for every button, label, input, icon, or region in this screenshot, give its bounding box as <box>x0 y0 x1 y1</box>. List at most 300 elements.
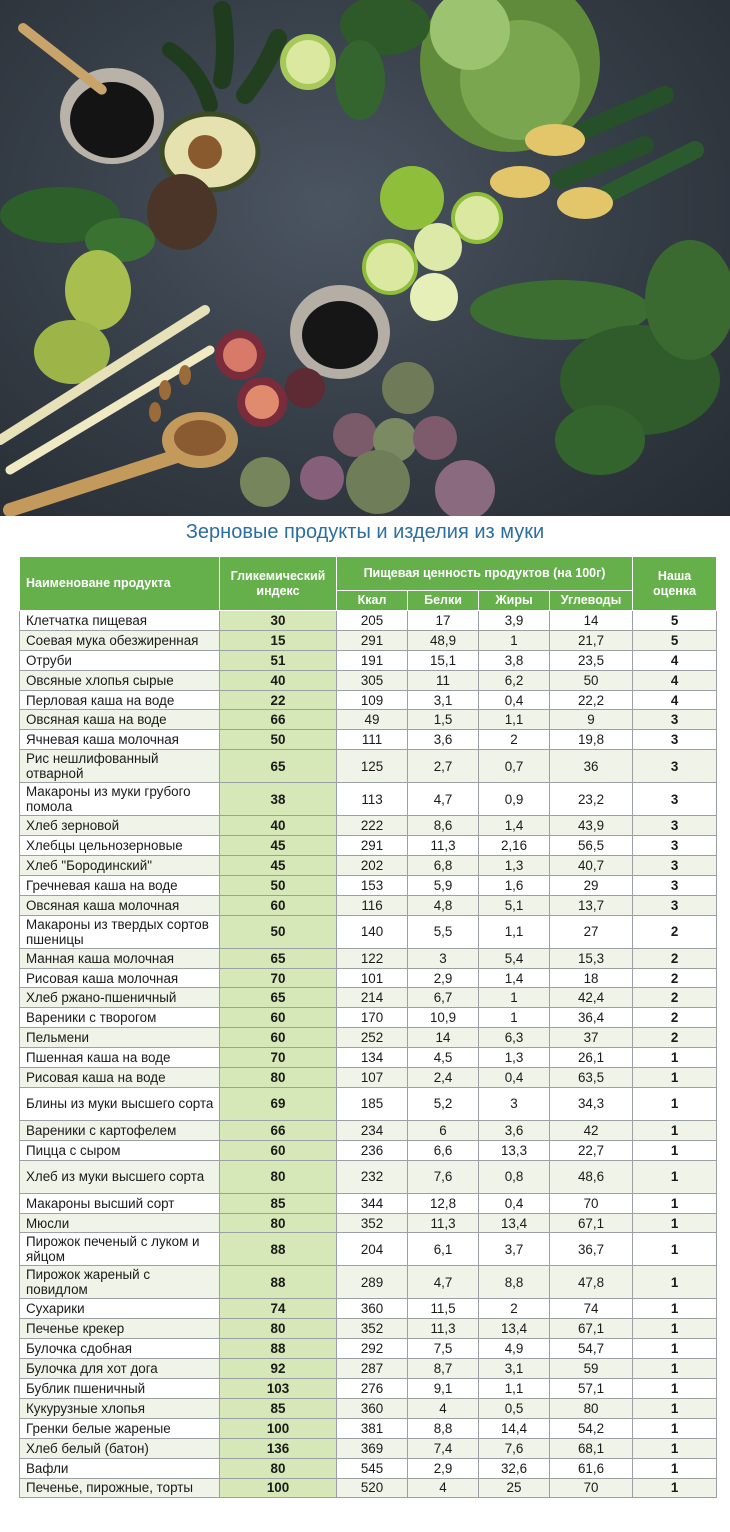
score-cell: 1 <box>633 1140 717 1160</box>
table-row <box>20 1319 717 1339</box>
carbs-cell: 68,1 <box>550 1438 633 1458</box>
protein-cell: 4,7 <box>408 783 479 816</box>
table-row <box>20 1140 717 1160</box>
protein-cell: 3 <box>408 948 479 968</box>
nutrition-table <box>19 556 717 1498</box>
score-cell: 1 <box>633 1478 717 1498</box>
table-row <box>20 1438 717 1458</box>
product-name-cell: Вареники с картофелем <box>20 1120 220 1140</box>
glycemic-index-cell: 66 <box>220 1120 337 1140</box>
carbs-cell: 54,2 <box>550 1418 633 1438</box>
glycemic-index-cell: 70 <box>220 1048 337 1068</box>
header-our-score: Наша оценка <box>633 557 717 611</box>
wooden-spoon <box>10 455 180 510</box>
header-protein: Белки <box>408 591 479 611</box>
avocado-whole <box>147 174 217 250</box>
carbs-cell: 43,9 <box>550 816 633 836</box>
score-cell: 2 <box>633 1028 717 1048</box>
glycemic-index-cell: 50 <box>220 875 337 895</box>
header-glycemic-index: Гликемический индекс <box>220 557 337 611</box>
glycemic-index-cell: 60 <box>220 1008 337 1028</box>
kcal-cell: 287 <box>337 1359 408 1379</box>
product-name-cell: Пирожок печеный с луком и яйцом <box>20 1233 220 1266</box>
score-cell: 3 <box>633 856 717 876</box>
glycemic-index-cell: 65 <box>220 988 337 1008</box>
glycemic-index-cell: 80 <box>220 1319 337 1339</box>
carbs-cell: 29 <box>550 875 633 895</box>
score-cell: 1 <box>633 1438 717 1458</box>
score-cell: 1 <box>633 1193 717 1213</box>
score-cell: 1 <box>633 1087 717 1120</box>
fat-cell: 1 <box>479 988 550 1008</box>
carbs-cell: 36 <box>550 750 633 783</box>
kcal-cell: 170 <box>337 1008 408 1028</box>
fat-cell: 1,6 <box>479 875 550 895</box>
carbs-cell: 27 <box>550 915 633 948</box>
glycemic-index-cell: 85 <box>220 1193 337 1213</box>
glycemic-index-cell: 45 <box>220 856 337 876</box>
carbs-cell: 34,3 <box>550 1087 633 1120</box>
carbs-cell: 37 <box>550 1028 633 1048</box>
protein-cell: 2,9 <box>408 968 479 988</box>
carbs-cell: 22,2 <box>550 690 633 710</box>
fat-cell: 0,5 <box>479 1398 550 1418</box>
protein-cell: 4 <box>408 1398 479 1418</box>
fat-cell: 25 <box>479 1478 550 1498</box>
carbs-cell: 18 <box>550 968 633 988</box>
glycemic-index-cell: 50 <box>220 730 337 750</box>
carbs-cell: 22,7 <box>550 1140 633 1160</box>
kcal-cell: 291 <box>337 836 408 856</box>
fat-cell: 13,4 <box>479 1213 550 1233</box>
carbs-cell: 36,4 <box>550 1008 633 1028</box>
header-fat: Жиры <box>479 591 550 611</box>
fat-cell: 3,9 <box>479 611 550 631</box>
carbs-cell: 21,7 <box>550 630 633 650</box>
table-row <box>20 1458 717 1478</box>
product-name-cell: Вареники с творогом <box>20 1008 220 1028</box>
table-row <box>20 650 717 670</box>
protein-cell: 11 <box>408 670 479 690</box>
fat-cell: 1,3 <box>479 856 550 876</box>
kcal-cell: 107 <box>337 1068 408 1088</box>
fat-cell: 8,8 <box>479 1266 550 1299</box>
glycemic-index-cell: 80 <box>220 1068 337 1088</box>
green-apple <box>414 223 462 271</box>
kcal-cell: 344 <box>337 1193 408 1213</box>
carbs-cell: 59 <box>550 1359 633 1379</box>
pear <box>65 250 131 330</box>
product-name-cell: Макароны из муки грубого помола <box>20 783 220 816</box>
kcal-cell: 289 <box>337 1266 408 1299</box>
product-name-cell: Рис нешлифованный отварной <box>20 750 220 783</box>
product-name-cell: Печенье, пирожные, торты <box>20 1478 220 1498</box>
kcal-cell: 360 <box>337 1398 408 1418</box>
product-name-cell: Хлеб белый (батон) <box>20 1438 220 1458</box>
protein-cell: 5,5 <box>408 915 479 948</box>
product-name-cell: Мюсли <box>20 1213 220 1233</box>
fat-cell: 13,3 <box>479 1140 550 1160</box>
artichoke <box>413 416 457 460</box>
protein-cell: 5,9 <box>408 875 479 895</box>
kcal-cell: 291 <box>337 630 408 650</box>
protein-cell: 14 <box>408 1028 479 1048</box>
score-cell: 1 <box>633 1359 717 1379</box>
carbs-cell: 47,8 <box>550 1266 633 1299</box>
artichoke <box>300 456 344 500</box>
glycemic-index-cell: 65 <box>220 948 337 968</box>
carbs-cell: 19,8 <box>550 730 633 750</box>
artichoke <box>382 362 434 414</box>
fat-cell: 6,3 <box>479 1028 550 1048</box>
score-cell: 2 <box>633 988 717 1008</box>
kcal-cell: 236 <box>337 1140 408 1160</box>
kcal-cell: 109 <box>337 690 408 710</box>
glycemic-index-cell: 38 <box>220 783 337 816</box>
table-row <box>20 1266 717 1299</box>
vegetables-illustration <box>0 0 730 516</box>
score-cell: 3 <box>633 750 717 783</box>
product-name-cell: Пирожок жареный с повидлом <box>20 1266 220 1299</box>
product-name-cell: Хлеб из муки высшего сорта <box>20 1160 220 1193</box>
product-name-cell: Бублик пшеничный <box>20 1379 220 1399</box>
kcal-cell: 352 <box>337 1213 408 1233</box>
kcal-cell: 214 <box>337 988 408 1008</box>
protein-cell: 9,1 <box>408 1379 479 1399</box>
table-row <box>20 1398 717 1418</box>
glycemic-index-cell: 50 <box>220 915 337 948</box>
page-title: Зерновые продукты и изделия из муки <box>185 521 545 543</box>
chili-pepper <box>222 10 225 80</box>
chili-pepper <box>170 50 210 105</box>
score-cell: 1 <box>633 1048 717 1068</box>
protein-cell: 11,3 <box>408 1319 479 1339</box>
glycemic-index-cell: 88 <box>220 1339 337 1359</box>
product-name-cell: Макароны высший сорт <box>20 1193 220 1213</box>
fat-cell: 3 <box>479 1087 550 1120</box>
score-cell: 2 <box>633 968 717 988</box>
glycemic-index-cell: 80 <box>220 1458 337 1478</box>
fat-cell: 3,8 <box>479 650 550 670</box>
table-row <box>20 856 717 876</box>
carbs-cell: 70 <box>550 1478 633 1498</box>
kcal-cell: 369 <box>337 1438 408 1458</box>
carbs-cell: 48,6 <box>550 1160 633 1193</box>
protein-cell: 6,7 <box>408 988 479 1008</box>
product-name-cell: Печенье крекер <box>20 1319 220 1339</box>
product-name-cell: Овсяные хлопья сырые <box>20 670 220 690</box>
product-name-cell: Макароны из твердых сортов пшеницы <box>20 915 220 948</box>
fig <box>285 368 325 408</box>
score-cell: 1 <box>633 1319 717 1339</box>
fat-cell: 14,4 <box>479 1418 550 1438</box>
table-row <box>20 988 717 1008</box>
product-name-cell: Ячневая каша молочная <box>20 730 220 750</box>
glycemic-index-cell: 60 <box>220 1028 337 1048</box>
protein-cell: 8,7 <box>408 1359 479 1379</box>
fat-cell: 0,4 <box>479 690 550 710</box>
kcal-cell: 111 <box>337 730 408 750</box>
glycemic-index-cell: 60 <box>220 895 337 915</box>
kcal-cell: 205 <box>337 611 408 631</box>
score-cell: 4 <box>633 670 717 690</box>
product-name-cell: Хлеб ржано-пшеничный <box>20 988 220 1008</box>
fat-cell: 5,1 <box>479 895 550 915</box>
product-name-cell: Рисовая каша молочная <box>20 968 220 988</box>
fat-cell: 2 <box>479 730 550 750</box>
protein-cell: 11,3 <box>408 836 479 856</box>
glycemic-index-cell: 85 <box>220 1398 337 1418</box>
carbs-cell: 14 <box>550 611 633 631</box>
table-row <box>20 895 717 915</box>
kcal-cell: 232 <box>337 1160 408 1193</box>
protein-cell: 1,5 <box>408 710 479 730</box>
table-row <box>20 1359 717 1379</box>
product-name-cell: Пицца с сыром <box>20 1140 220 1160</box>
table-row <box>20 1068 717 1088</box>
protein-cell: 2,9 <box>408 1458 479 1478</box>
kcal-cell: 122 <box>337 948 408 968</box>
glycemic-index-cell: 80 <box>220 1213 337 1233</box>
fat-cell: 4,9 <box>479 1339 550 1359</box>
carbs-cell: 74 <box>550 1299 633 1319</box>
table-row <box>20 915 717 948</box>
score-cell: 2 <box>633 1008 717 1028</box>
table-body <box>20 611 717 1498</box>
fat-cell: 1 <box>479 630 550 650</box>
kcal-cell: 381 <box>337 1418 408 1438</box>
fat-cell: 1,3 <box>479 1048 550 1068</box>
score-cell: 3 <box>633 895 717 915</box>
glycemic-index-cell: 66 <box>220 710 337 730</box>
kcal-cell: 116 <box>337 895 408 915</box>
table-row <box>20 750 717 783</box>
kcal-cell: 352 <box>337 1319 408 1339</box>
fat-cell: 1,1 <box>479 915 550 948</box>
table-row <box>20 1028 717 1048</box>
score-cell: 5 <box>633 611 717 631</box>
table-row <box>20 968 717 988</box>
product-name-cell: Вафли <box>20 1458 220 1478</box>
header-carbs: Углеводы <box>550 591 633 611</box>
table-row <box>20 1120 717 1140</box>
score-cell: 1 <box>633 1266 717 1299</box>
score-cell: 3 <box>633 783 717 816</box>
glycemic-index-cell: 51 <box>220 650 337 670</box>
table-row <box>20 1478 717 1498</box>
kcal-cell: 134 <box>337 1048 408 1068</box>
protein-cell: 2,4 <box>408 1068 479 1088</box>
table-row <box>20 1213 717 1233</box>
table-row <box>20 710 717 730</box>
score-cell: 2 <box>633 915 717 948</box>
fat-cell: 0,4 <box>479 1193 550 1213</box>
carbs-cell: 56,5 <box>550 836 633 856</box>
product-name-cell: Кукурузные хлопья <box>20 1398 220 1418</box>
glycemic-index-cell: 136 <box>220 1438 337 1458</box>
product-name-cell: Овсяная каша молочная <box>20 895 220 915</box>
protein-cell: 4,5 <box>408 1048 479 1068</box>
protein-cell: 17 <box>408 611 479 631</box>
score-cell: 1 <box>633 1213 717 1233</box>
kcal-cell: 113 <box>337 783 408 816</box>
table-row <box>20 1087 717 1120</box>
protein-cell: 12,8 <box>408 1193 479 1213</box>
score-cell: 4 <box>633 650 717 670</box>
table-row <box>20 1379 717 1399</box>
fat-cell: 13,4 <box>479 1319 550 1339</box>
wooden-spoon <box>16 21 109 97</box>
score-cell: 1 <box>633 1379 717 1399</box>
glycemic-index-cell: 60 <box>220 1140 337 1160</box>
fat-cell: 0,9 <box>479 783 550 816</box>
glycemic-index-cell: 92 <box>220 1359 337 1379</box>
header-nutrition-group: Пищевая ценность продуктов (на 100г) <box>337 557 633 591</box>
kcal-cell: 153 <box>337 875 408 895</box>
glycemic-index-cell: 22 <box>220 690 337 710</box>
kcal-cell: 252 <box>337 1028 408 1048</box>
table-row <box>20 1418 717 1438</box>
protein-cell: 6 <box>408 1120 479 1140</box>
kcal-cell: 185 <box>337 1087 408 1120</box>
carbs-cell: 70 <box>550 1193 633 1213</box>
protein-cell: 5,2 <box>408 1087 479 1120</box>
product-name-cell: Отруби <box>20 650 220 670</box>
score-cell: 3 <box>633 816 717 836</box>
protein-cell: 6,8 <box>408 856 479 876</box>
table-row <box>20 1160 717 1193</box>
artichoke <box>240 457 290 507</box>
table-row <box>20 948 717 968</box>
table-row <box>20 1193 717 1213</box>
product-name-cell: Клетчатка пищевая <box>20 611 220 631</box>
glycemic-index-cell: 40 <box>220 670 337 690</box>
score-cell: 1 <box>633 1418 717 1438</box>
glycemic-index-cell: 100 <box>220 1418 337 1438</box>
carbs-cell: 26,1 <box>550 1048 633 1068</box>
protein-cell: 10,9 <box>408 1008 479 1028</box>
fat-cell: 1,1 <box>479 710 550 730</box>
glycemic-index-cell: 88 <box>220 1233 337 1266</box>
score-cell: 1 <box>633 1458 717 1478</box>
score-cell: 3 <box>633 710 717 730</box>
product-name-cell: Сухарики <box>20 1299 220 1319</box>
product-name-cell: Гречневая каша на воде <box>20 875 220 895</box>
score-cell: 3 <box>633 836 717 856</box>
lime-half <box>453 194 501 242</box>
kcal-cell: 276 <box>337 1379 408 1399</box>
protein-cell: 4 <box>408 1478 479 1498</box>
kcal-cell: 101 <box>337 968 408 988</box>
glycemic-index-cell: 65 <box>220 750 337 783</box>
glycemic-index-cell: 80 <box>220 1160 337 1193</box>
artichoke <box>346 450 410 514</box>
protein-cell: 4,8 <box>408 895 479 915</box>
kcal-cell: 234 <box>337 1120 408 1140</box>
carbs-cell: 54,7 <box>550 1339 633 1359</box>
table-row <box>20 816 717 836</box>
table-row <box>20 670 717 690</box>
carbs-cell: 57,1 <box>550 1379 633 1399</box>
product-name-cell: Рисовая каша на воде <box>20 1068 220 1088</box>
protein-cell: 6,6 <box>408 1140 479 1160</box>
product-name-cell: Пельмени <box>20 1028 220 1048</box>
carbs-cell: 61,6 <box>550 1458 633 1478</box>
carbs-cell: 40,7 <box>550 856 633 876</box>
product-name-cell: Овсяная каша на воде <box>20 710 220 730</box>
product-name-cell: Хлеб зерновой <box>20 816 220 836</box>
score-cell: 5 <box>633 630 717 650</box>
product-name-cell: Перловая каша на воде <box>20 690 220 710</box>
kcal-cell: 305 <box>337 670 408 690</box>
protein-cell: 2,7 <box>408 750 479 783</box>
carbs-cell: 50 <box>550 670 633 690</box>
table-row <box>20 1233 717 1266</box>
product-name-cell: Соевая мука обезжиренная <box>20 630 220 650</box>
carbs-cell: 23,5 <box>550 650 633 670</box>
header-product-name: Наименоване продукта <box>20 557 220 611</box>
protein-cell: 7,5 <box>408 1339 479 1359</box>
carbs-cell: 67,1 <box>550 1319 633 1339</box>
kcal-cell: 360 <box>337 1299 408 1319</box>
protein-cell: 7,4 <box>408 1438 479 1458</box>
score-cell: 1 <box>633 1339 717 1359</box>
fat-cell: 3,6 <box>479 1120 550 1140</box>
score-cell: 1 <box>633 1160 717 1193</box>
protein-cell: 7,6 <box>408 1160 479 1193</box>
glycemic-index-cell: 15 <box>220 630 337 650</box>
carbs-cell: 67,1 <box>550 1213 633 1233</box>
table-row <box>20 1008 717 1028</box>
product-name-cell: Булочка для хот дога <box>20 1359 220 1379</box>
fat-cell: 0,8 <box>479 1160 550 1193</box>
table-row <box>20 690 717 710</box>
fat-cell: 1 <box>479 1008 550 1028</box>
fat-cell: 5,4 <box>479 948 550 968</box>
protein-cell: 6,1 <box>408 1233 479 1266</box>
kcal-cell: 204 <box>337 1233 408 1266</box>
table-row <box>20 611 717 631</box>
product-name-cell: Хлеб "Бородинский" <box>20 856 220 876</box>
artichoke <box>333 413 377 457</box>
score-cell: 3 <box>633 875 717 895</box>
table-row <box>20 875 717 895</box>
glycemic-index-cell: 100 <box>220 1478 337 1498</box>
score-cell: 1 <box>633 1398 717 1418</box>
lime-half <box>364 241 416 293</box>
protein-cell: 48,9 <box>408 630 479 650</box>
kcal-cell: 49 <box>337 710 408 730</box>
protein-cell: 11,3 <box>408 1213 479 1233</box>
glycemic-index-cell: 74 <box>220 1299 337 1319</box>
table-row <box>20 836 717 856</box>
glycemic-index-cell: 70 <box>220 968 337 988</box>
table-row <box>20 1299 717 1319</box>
glycemic-index-cell: 69 <box>220 1087 337 1120</box>
protein-cell: 11,5 <box>408 1299 479 1319</box>
carbs-cell: 23,2 <box>550 783 633 816</box>
protein-cell: 8,6 <box>408 816 479 836</box>
table-row <box>20 630 717 650</box>
table-row <box>20 730 717 750</box>
product-name-cell: Пшенная каша на воде <box>20 1048 220 1068</box>
glycemic-index-cell: 40 <box>220 816 337 836</box>
kcal-cell: 202 <box>337 856 408 876</box>
product-name-cell: Блины из муки высшего сорта <box>20 1087 220 1120</box>
protein-cell: 4,7 <box>408 1266 479 1299</box>
kcal-cell: 191 <box>337 650 408 670</box>
product-name-cell: Гренки белые жареные <box>20 1418 220 1438</box>
